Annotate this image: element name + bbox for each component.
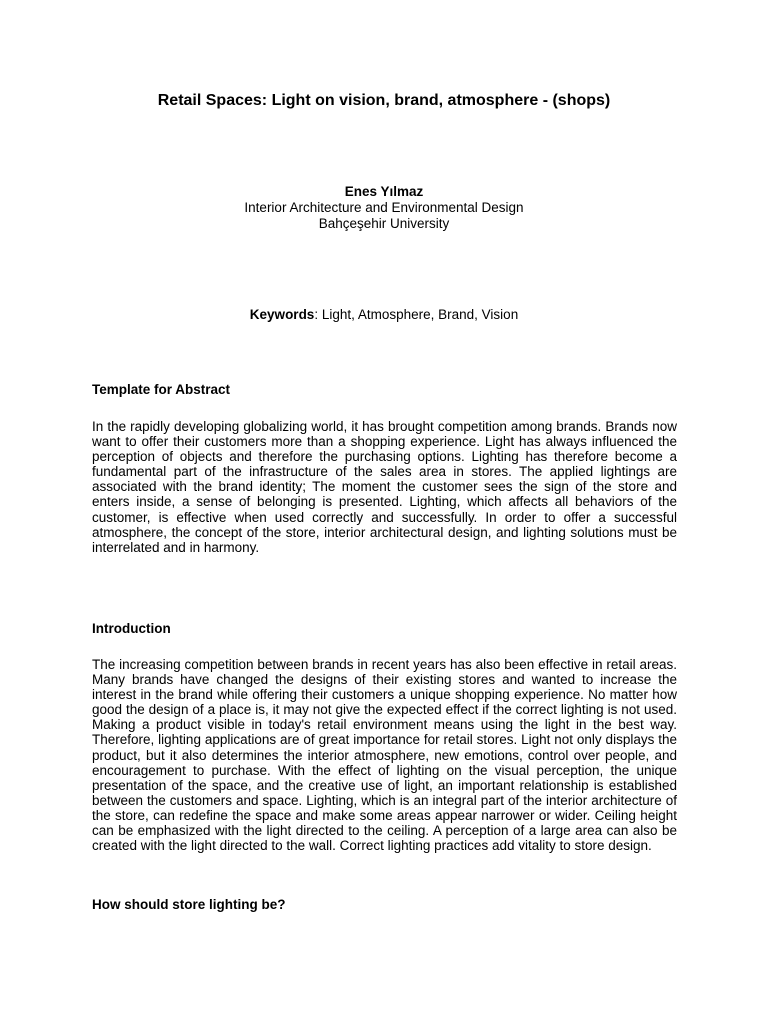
keywords-line <box>0 307 768 322</box>
keywords-label: Keywords <box>249 307 315 322</box>
author-name: Enes Yılmaz <box>344 184 424 199</box>
author-department: Interior Architecture and Environmental Design <box>244 200 524 215</box>
store-lighting-heading: How should store lighting be? <box>92 897 286 912</box>
abstract-paragraph: In the rapidly developing globalizing world, it has brought competition among brands. Brands now want to offer their customers more than a shopping experience. Light has always influenced the perception of objects and therefore the purchasing options. Lighting has therefore become a fundamental part of the infrastructure of the sales area in stores. The applied lightings are associated with the brand identity; The moment the customer sees the sign of the store and enters inside, a sense of belonging is presented. Lighting, which affects all behaviors of the customer, is effective when used correctly and successfully. In order to offer a successful atmosphere, the concept of the store, interior architectural design, and lighting solutions must be interrelated and in harmony. <box>92 419 677 555</box>
author-university: Bahçeşehir University <box>318 216 450 231</box>
introduction-heading: Introduction <box>92 621 171 636</box>
abstract-heading: Template for Abstract <box>92 382 231 397</box>
keywords-text: : Light, Atmosphere, Brand, Vision <box>314 307 519 322</box>
author-block <box>0 184 768 232</box>
paper-title: Retail Spaces: Light on vision, brand, atmosphere - (shops) <box>157 92 611 109</box>
introduction-paragraph: The increasing competition between brands in recent years has also been effective in retail areas. Many brands have changed the designs of their existing stores and wanted to increase the interest in the brand while offering their customers a unique shopping experience. No matter how good the design of a place is, it may not give the expected effect if the correct lighting is not used. Making a product visible in today's retail environment means using the light in the best way. Therefore, lighting applications are of great importance for retail stores. Light not only displays the product, but it also determines the interior atmosphere, new emotions, control over people, and encouragement to purchase. With the effect of lighting on the visual perception, the unique presentation of the space, and the creative use of light, an important relationship is established between the customers and space. Lighting, which is an integral part of the interior architecture of the store, can redefine the space and make some areas appear narrower or wider. Ceiling height can be emphasized with the light directed to the ceiling. A perception of a large area can also be created with the light directed to the wall. Correct lighting practices add vitality to store design. <box>92 657 677 854</box>
